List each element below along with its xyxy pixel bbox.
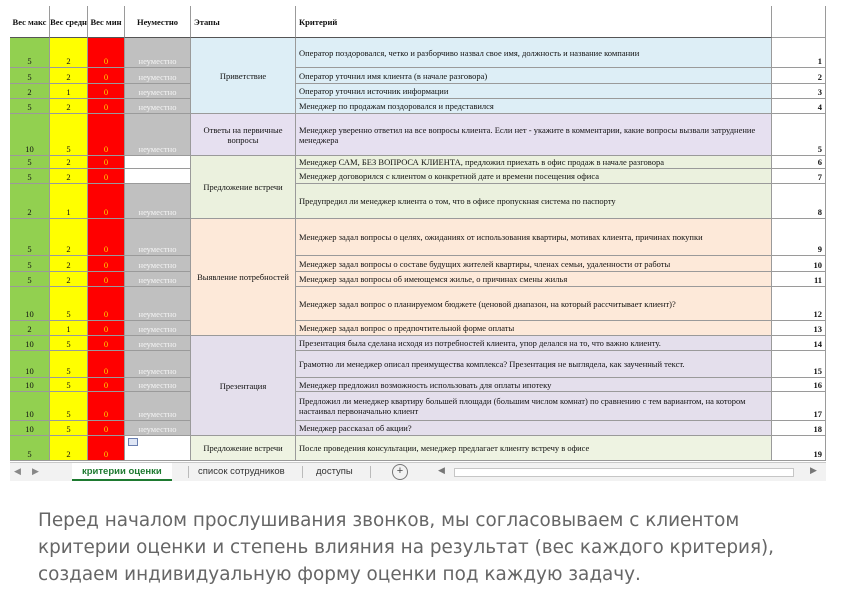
weight-mid-cell[interactable]: 2 bbox=[50, 38, 88, 68]
horizontal-scrollbar[interactable] bbox=[430, 467, 824, 478]
not-applicable-cell[interactable]: неуместно bbox=[125, 256, 191, 272]
weight-mid-cell[interactable]: 1 bbox=[50, 84, 88, 99]
weight-max-cell[interactable]: 2 bbox=[10, 84, 50, 99]
weight-min-cell[interactable]: 0 bbox=[88, 351, 125, 378]
criterion-text[interactable]: Менеджер САМ, БЕЗ ВОПРОСА КЛИЕНТА, предложил приехать в офис продаж в начале разговора bbox=[296, 156, 772, 169]
criterion-number[interactable]: 4 bbox=[772, 99, 826, 114]
weight-max-cell[interactable]: 5 bbox=[10, 169, 50, 184]
criterion-text[interactable]: После проведения консультации, менеджер предлагает клиенту встречу в офисе bbox=[296, 436, 772, 461]
criterion-number[interactable]: 9 bbox=[772, 219, 826, 256]
weight-min-cell[interactable]: 0 bbox=[88, 68, 125, 84]
weight-max-cell[interactable]: 5 bbox=[10, 99, 50, 114]
weight-min-cell[interactable]: 0 bbox=[88, 378, 125, 392]
not-applicable-cell[interactable]: неуместно bbox=[125, 421, 191, 436]
criterion-number[interactable]: 11 bbox=[772, 272, 826, 287]
not-applicable-cell[interactable]: неуместно bbox=[125, 272, 191, 287]
criterion-text[interactable]: Оператор поздоровался, четко и разборчиво назвал свое имя, должность и название компании bbox=[296, 38, 772, 68]
criterion-number[interactable]: 2 bbox=[772, 68, 826, 84]
scrollbar-left-arrow-icon[interactable]: ◀ bbox=[438, 465, 445, 475]
weight-max-cell[interactable]: 10 bbox=[10, 351, 50, 378]
not-applicable-cell[interactable]: неуместно bbox=[125, 321, 191, 336]
weight-min-cell[interactable]: 0 bbox=[88, 392, 125, 421]
weight-mid-cell[interactable]: 2 bbox=[50, 68, 88, 84]
criterion-number[interactable]: 1 bbox=[772, 38, 826, 68]
scroll-left-icon[interactable]: ◀ bbox=[14, 466, 21, 476]
header-empty-column[interactable] bbox=[772, 6, 826, 38]
evaluation-grid bbox=[10, 6, 826, 461]
criterion-text[interactable]: Оператор уточнил источник информации bbox=[296, 84, 772, 99]
criterion-text[interactable]: Предупредил ли менеджер клиента о том, что в офисе пропускная система по паспорту bbox=[296, 184, 772, 219]
weight-max-cell[interactable]: 5 bbox=[10, 256, 50, 272]
caption-line: создаем индивидуальную форму оценки под каждую задачу. bbox=[38, 564, 641, 585]
weight-max-cell[interactable]: 10 bbox=[10, 336, 50, 351]
autofill-options-icon[interactable] bbox=[128, 438, 138, 446]
weight-mid-cell[interactable]: 5 bbox=[50, 421, 88, 436]
criterion-number[interactable]: 15 bbox=[772, 351, 826, 378]
weight-min-cell[interactable]: 0 bbox=[88, 256, 125, 272]
header-stages[interactable]: Этапы bbox=[191, 6, 296, 38]
not-applicable-cell[interactable] bbox=[125, 169, 191, 184]
weight-min-cell[interactable]: 0 bbox=[88, 219, 125, 256]
weight-mid-cell[interactable]: 5 bbox=[50, 378, 88, 392]
scrollbar-right-arrow-icon[interactable]: ▶ bbox=[810, 465, 817, 475]
criterion-text[interactable]: Менеджер задал вопросы об имеющемся жилье, о причинах смены жилья bbox=[296, 272, 772, 287]
tab-employees[interactable]: список сотрудников bbox=[198, 466, 285, 477]
not-applicable-cell[interactable]: неуместно bbox=[125, 351, 191, 378]
weight-min-cell[interactable]: 0 bbox=[88, 321, 125, 336]
header-min-weight[interactable]: Вес мин bbox=[88, 6, 125, 38]
weight-mid-cell[interactable]: 2 bbox=[50, 99, 88, 114]
criterion-text[interactable]: Менеджер договорился с клиентом о конкретной дате и времени посещения офиса bbox=[296, 169, 772, 184]
header-mid-weight[interactable]: Вес средн bbox=[50, 6, 88, 38]
criterion-text[interactable]: Предложил ли менеджер квартиру большей площади (большим числом комнат) по сравнению с тем вариантом, на котором настаивал первоначально клиент bbox=[296, 392, 772, 421]
weight-max-cell[interactable]: 5 bbox=[10, 272, 50, 287]
spreadsheet bbox=[10, 6, 826, 481]
criterion-text[interactable]: Менеджер по продажам поздоровался и представился bbox=[296, 99, 772, 114]
weight-mid-cell[interactable]: 2 bbox=[50, 156, 88, 169]
criterion-number[interactable]: 8 bbox=[772, 184, 826, 219]
weight-min-cell[interactable]: 0 bbox=[88, 272, 125, 287]
header-max-weight[interactable]: Вес макс bbox=[10, 6, 50, 38]
stage-cell[interactable]: Презентация bbox=[191, 336, 296, 436]
caption-text bbox=[38, 507, 828, 588]
weight-max-cell[interactable]: 10 bbox=[10, 378, 50, 392]
criterion-text[interactable]: Презентация была сделана исходя из потребностей клиента, упор делался на то, что важно клиенту. bbox=[296, 336, 772, 351]
weight-mid-cell[interactable]: 2 bbox=[50, 256, 88, 272]
criterion-text[interactable]: Оператор уточнил имя клиента (в начале разговора) bbox=[296, 68, 772, 84]
stage-cell[interactable]: Предложение встречи bbox=[191, 156, 296, 219]
weight-max-cell[interactable]: 5 bbox=[10, 38, 50, 68]
weight-max-cell[interactable]: 5 bbox=[10, 156, 50, 169]
criterion-text[interactable]: Менеджер уверенно ответил на все вопросы клиента. Если нет - укажите в комментарии, какие вопросы вызвали затруднение менеджера bbox=[296, 114, 772, 156]
not-applicable-cell[interactable]: неуместно bbox=[125, 378, 191, 392]
weight-max-cell[interactable]: 10 bbox=[10, 287, 50, 321]
not-applicable-cell[interactable] bbox=[125, 156, 191, 169]
not-applicable-cell[interactable]: неуместно bbox=[125, 184, 191, 219]
tab-access[interactable]: доступы bbox=[316, 466, 353, 477]
header-criterion[interactable]: Критерий bbox=[296, 6, 772, 38]
not-applicable-cell[interactable]: неуместно bbox=[125, 38, 191, 68]
weight-max-cell[interactable]: 10 bbox=[10, 392, 50, 421]
weight-mid-cell[interactable]: 2 bbox=[50, 436, 88, 461]
tab-divider bbox=[302, 466, 303, 478]
criterion-number[interactable]: 14 bbox=[772, 336, 826, 351]
add-sheet-button[interactable]: + bbox=[392, 464, 408, 480]
weight-mid-cell[interactable]: 5 bbox=[50, 114, 88, 156]
criterion-number[interactable]: 3 bbox=[772, 84, 826, 99]
weight-max-cell[interactable]: 2 bbox=[10, 321, 50, 336]
weight-mid-cell[interactable]: 5 bbox=[50, 392, 88, 421]
weight-mid-cell[interactable]: 2 bbox=[50, 169, 88, 184]
not-applicable-cell[interactable]: неуместно bbox=[125, 336, 191, 351]
criterion-text[interactable]: Грамотно ли менеджер описал преимущества комплекса? Презентация не выглядела, как заученный текст. bbox=[296, 351, 772, 378]
weight-mid-cell[interactable]: 2 bbox=[50, 272, 88, 287]
caption-line: Перед началом прослушивания звонков, мы согласовываем с клиентом bbox=[38, 510, 740, 531]
not-applicable-cell[interactable]: неуместно bbox=[125, 219, 191, 256]
criterion-text[interactable]: Менеджер рассказал об акции? bbox=[296, 421, 772, 436]
weight-min-cell[interactable]: 0 bbox=[88, 421, 125, 436]
header-not-applicable[interactable]: Неуместно bbox=[125, 6, 191, 38]
tab-criteria[interactable]: критерии оценки bbox=[72, 463, 172, 481]
criterion-number[interactable]: 10 bbox=[772, 256, 826, 272]
not-applicable-cell[interactable]: неуместно bbox=[125, 99, 191, 114]
weight-mid-cell[interactable]: 5 bbox=[50, 351, 88, 378]
not-applicable-cell[interactable]: неуместно bbox=[125, 287, 191, 321]
stage-cell[interactable]: Предложение встречи bbox=[191, 436, 296, 461]
not-applicable-cell[interactable] bbox=[125, 436, 191, 461]
criterion-number[interactable]: 13 bbox=[772, 321, 826, 336]
weight-mid-cell[interactable]: 1 bbox=[50, 184, 88, 219]
weight-max-cell[interactable]: 10 bbox=[10, 114, 50, 156]
not-applicable-cell[interactable]: неуместно bbox=[125, 392, 191, 421]
sheet-tab-bar bbox=[10, 462, 826, 481]
weight-min-cell[interactable]: 0 bbox=[88, 38, 125, 68]
criterion-text[interactable]: Менеджер задал вопросы о составе будущих жителей квартиры, членах семьи, удаленности от работы bbox=[296, 256, 772, 272]
caption-line: критерии оценки и степень влияния на результат (вес каждого критерия), bbox=[38, 537, 775, 558]
criterion-number[interactable]: 7 bbox=[772, 169, 826, 184]
weight-max-cell[interactable]: 2 bbox=[10, 184, 50, 219]
weight-min-cell[interactable]: 0 bbox=[88, 84, 125, 99]
criterion-text[interactable]: Менеджер задал вопрос о планируемом бюджете (ценовой диапазон, на который рассчитывает клиент)? bbox=[296, 287, 772, 321]
weight-max-cell[interactable]: 10 bbox=[10, 421, 50, 436]
not-applicable-cell[interactable]: неуместно bbox=[125, 114, 191, 156]
stage-cell[interactable]: Ответы на первичные вопросы bbox=[191, 114, 296, 156]
weight-min-cell[interactable]: 0 bbox=[88, 156, 125, 169]
criterion-number[interactable]: 18 bbox=[772, 421, 826, 436]
weight-min-cell[interactable]: 0 bbox=[88, 114, 125, 156]
criterion-number[interactable]: 5 bbox=[772, 114, 826, 156]
weight-mid-cell[interactable]: 1 bbox=[50, 321, 88, 336]
tab-divider bbox=[370, 466, 371, 478]
stage-cell[interactable]: Выявление потребностей bbox=[191, 219, 296, 336]
scroll-right-icon[interactable]: ▶ bbox=[32, 466, 39, 476]
criterion-number[interactable]: 17 bbox=[772, 392, 826, 421]
stage-cell[interactable]: Приветствие bbox=[191, 38, 296, 114]
criterion-text[interactable]: Менеджер предложил возможность использовать для оплаты ипотеку bbox=[296, 378, 772, 392]
weight-min-cell[interactable]: 0 bbox=[88, 184, 125, 219]
weight-min-cell[interactable]: 0 bbox=[88, 99, 125, 114]
weight-min-cell[interactable]: 0 bbox=[88, 436, 125, 461]
criterion-number[interactable]: 6 bbox=[772, 156, 826, 169]
weight-mid-cell[interactable]: 5 bbox=[50, 287, 88, 321]
criterion-text[interactable]: Менеджер задал вопрос о предпочтительной форме оплаты bbox=[296, 321, 772, 336]
weight-min-cell[interactable]: 0 bbox=[88, 287, 125, 321]
weight-mid-cell[interactable]: 5 bbox=[50, 336, 88, 351]
criterion-number[interactable]: 12 bbox=[772, 287, 826, 321]
weight-mid-cell[interactable]: 2 bbox=[50, 219, 88, 256]
scrollbar-thumb[interactable] bbox=[454, 468, 794, 477]
criterion-number[interactable]: 16 bbox=[772, 378, 826, 392]
not-applicable-cell[interactable]: неуместно bbox=[125, 68, 191, 84]
criterion-text[interactable]: Менеджер задал вопросы о целях, ожиданиях от использования квартиры, мотивах клиента, причинах покупки bbox=[296, 219, 772, 256]
weight-max-cell[interactable]: 5 bbox=[10, 436, 50, 461]
criterion-number[interactable]: 19 bbox=[772, 436, 826, 461]
not-applicable-cell[interactable]: неуместно bbox=[125, 84, 191, 99]
weight-max-cell[interactable]: 5 bbox=[10, 68, 50, 84]
weight-max-cell[interactable]: 5 bbox=[10, 219, 50, 256]
weight-min-cell[interactable]: 0 bbox=[88, 169, 125, 184]
weight-min-cell[interactable]: 0 bbox=[88, 336, 125, 351]
